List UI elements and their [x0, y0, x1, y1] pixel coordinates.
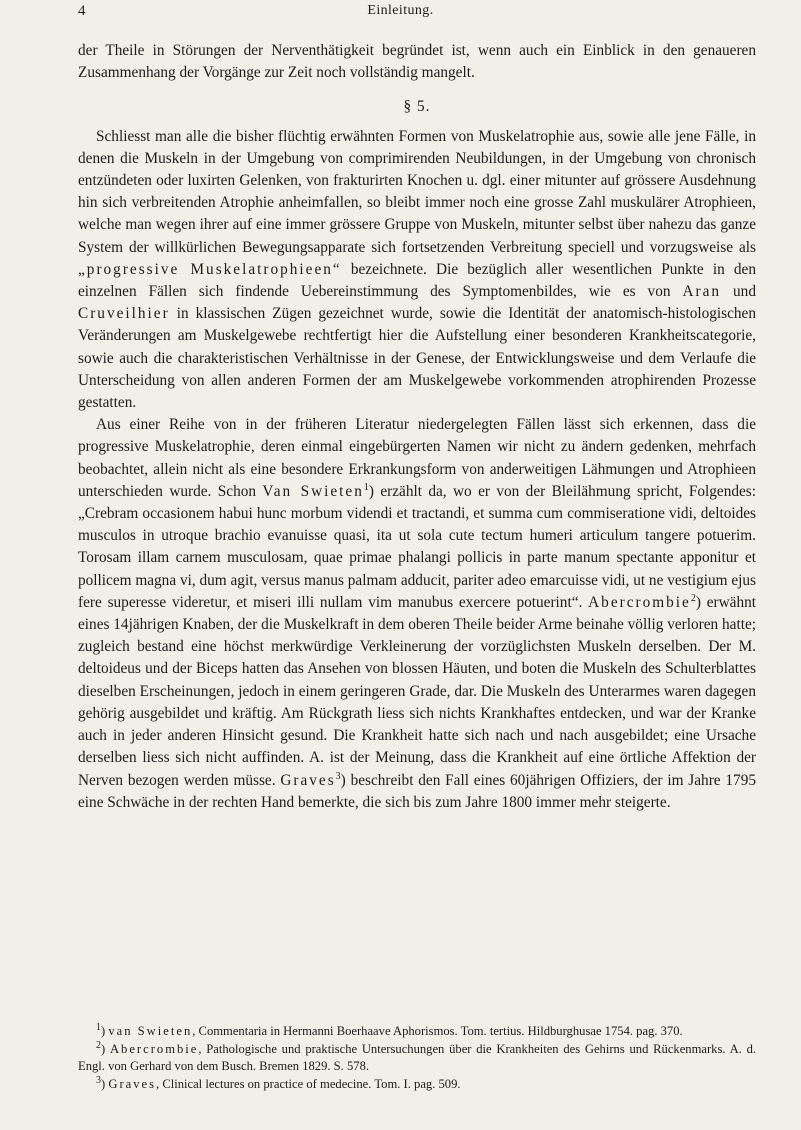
paragraph-1 [78, 126, 756, 415]
running-head: Einleitung. [367, 3, 434, 18]
page-number: 4 [78, 3, 86, 19]
footnote-ref-1[interactable]: 1 [363, 481, 369, 493]
p1-text-b: bezeichnete. Die bezüglich aller wesentlichen Punkte in den einzelnen Fällen sich findende Uebereinstimmung des Symptomenbildes, wie es von [78, 260, 756, 301]
footnote-ref-2[interactable]: 2 [690, 592, 696, 604]
term-progressive-muskelatrophieen: „progressive Muskelatrophieen“ [78, 260, 342, 278]
p1-text-c: und [721, 283, 756, 301]
paragraph-2 [78, 414, 756, 814]
footnote-1-author: van Swieten [108, 1024, 193, 1038]
footnote-2-author: Abercrombie [109, 1041, 199, 1056]
footnote-mark-2: 2 [96, 1039, 101, 1051]
p2-text-c: ) erwähnt eines 14jährigen Knaben, der die Muskelkraft in dem oberen Theile beider Arme beinahe völlig verloren hatte; zugleich bestand eine höchst merkwürdige Verkleinerung der vorzüglichsten Muskeln derselben. Der M. deltoideus und der Biceps hatten das Ansehen von blossen Häuten, und boten die Muskeln des Schulterblattes dieselben Erscheinungen, jedoch in einem geringeren Grade, dar. Die Muskeln des Unterarmes waren dagegen gehörig ausgebildet und kräftig. Am Rückgrath liess sich nichts Krankhaftes entdecken, und war der Kranke auch in jeder anderen Hinsicht gesund. Die Krankheit hatte sich nach und nach ausgebildet; eine Ursache derselben liess sich nicht auffinden. A. ist der Meinung, dass die Krankheit auf eine örtliche Affektion der Nerven bezogen werden müsse. [78, 593, 756, 789]
author-graves: Graves [280, 771, 336, 789]
footnote-mark-1: 1 [96, 1021, 101, 1033]
footnote-mark-3: 3 [96, 1074, 101, 1086]
footnote-2: $^2$) Abercrombie, Pathologische und praktische Untersuchungen über die Krankheiten des Gehirns und Rückenmarks. A. d. Engl. von Gerhard von dem Busch. Bremen 1829. S. 578. [78, 1039, 757, 1074]
footnote-2-text: , Pathologische und praktische Untersuchungen über die Krankheiten des Gehirns und Rückenmarks. A. d. Engl. von Gerhard von dem Busch. Bremen 1829. S. 578. [78, 1041, 757, 1074]
intro-paragraph: der Theile in Störungen der Nerventhätigkeit begründet ist, wenn auch ein Einblick in den genaueren Zusammenhang der Vorgänge zur Zeit noch vollständig mangelt. [78, 42, 756, 82]
page-header [0, 3, 801, 25]
footnote-3-author: Graves [108, 1076, 157, 1091]
author-van-swieten: Van Swieten [262, 482, 364, 500]
footnotes [78, 1023, 756, 1093]
p2-text-a: Aus einer Reihe von in der früheren Literatur niedergelegten Fällen lässt sich erkennen, dass die progressive Muskelatrophie, deren einmal eingebürgerten Namen wir nicht zu ändern gedenken, mehrfach beobachtet, allein nicht als eine besondere Erkrankungsform von anderweitigen Lähmungen und Atrophieen unterschieden wurde. Schon [78, 416, 756, 500]
main-text [78, 40, 756, 814]
author-abercrombie: Abercrombie [588, 593, 691, 611]
p1-text-d: in klassischen Zügen gezeichnet wurde, sowie die Identität der anatomisch-histologischen Veränderungen am Muskelgewebe rechtfertigt hier die Aufstellung einer besonderen Krankheitscategorie, sowie auch die charakteristischen Verhältnisse in der Genese, der Entwicklungsweise und dem Verlaufe die Unterscheidung von allen anderen Formen der am Muskelgewebe vorkommenden atrophirenden Prozesse gestatten. [78, 305, 756, 412]
footnote-1-text: , Commentaria in Hermanni Boerhaave Aphorismos. Tom. tertius. Hildburghusae 1754. pag. 370. [192, 1024, 683, 1038]
p2-text-d: ) beschreibt den Fall eines 60jährigen Offiziers, der im Jahre 1795 eine Schwäche in der rechten Hand bemerkte, die sich bis zum Jahre 1800 immer mehr steigerte. [78, 771, 756, 811]
author-aran: Aran [682, 283, 722, 301]
footnote-3: $^3$) Graves, Clinical lectures on practice of medecine. Tom. I. pag. 509. [96, 1074, 461, 1091]
footnote-1: $^1$) van Swieten, Commentaria in Hermanni Boerhaave Aphorismos. Tom. tertius. Hildburghusae 1754. pag. 370. [96, 1021, 683, 1038]
p2-text-b: ) erzählt da, wo er von der Bleilähmung spricht, Folgendes: „Crebram occasionem habui hunc morbum videndi et tractandi, et summa cum commiseratione vidi, deltoides musculos in utroque brachio evanuisse quasi, ita ut sola cute tectum humeri articulum tangere potuerim. Torosam illam carnem musculosam, quae primae phalangi pollicis in parte manum spectante apponitur et pollicem magna vi, dum agit, versus manus palmam adducit, pariter adeo emarcuisse vidi, ut ne vestigium ejus fere superesse videretur, et miseri illi nullam vim manubus exercere potuerint“. [78, 482, 756, 611]
author-cruveilhier: Cruveilhier [78, 305, 170, 323]
footnote-ref-3[interactable]: 3 [335, 770, 341, 782]
p1-text-a: Schliesst man alle die bisher flüchtig erwähnten Formen von Muskelatrophie aus, sowie alle jene Fälle, in denen die Muskeln in der Umgebung von comprimirenden Neubildungen, in der Umgebung von chronisch entzündeten oder luxirten Gelenken, von frakturirten Knochen u. dgl. einer mitunter auf grössere Ausdehnung hin sich verbreitenden Atrophie anheimfallen, so bleibt immer noch eine grosse Zahl muskulärer Atrophieen, welche man wegen ihrer auf eine immer grössere Gruppe von Muskeln, mitunter selbst über nahezu das ganze System der willkürlichen Bewegungsapparate sich fortsetzenden Verbreitung speciell und vorzugsweise als [78, 127, 756, 256]
footnote-3-text: , Clinical lectures on practice of medecine. Tom. I. pag. 509. [156, 1076, 461, 1091]
section-heading: § 5. [403, 98, 431, 116]
